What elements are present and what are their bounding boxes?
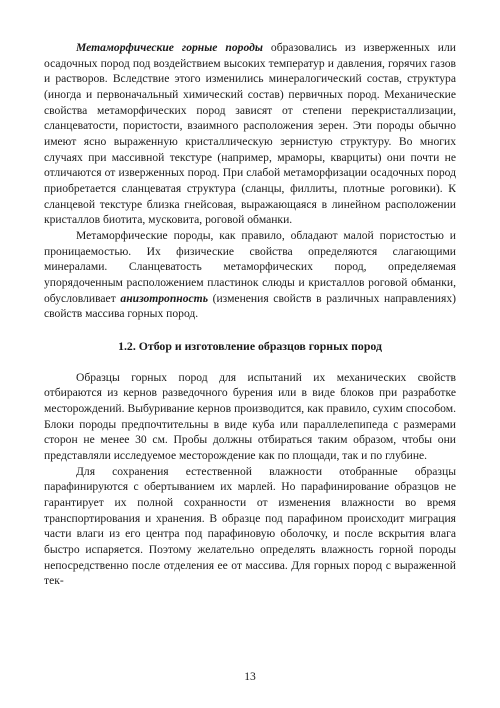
- paragraph-metamorphic-rocks: [44, 40, 456, 228]
- page-number: 13: [244, 670, 256, 683]
- paragraph-metamorphic-properties: [44, 228, 456, 322]
- term-anisotropy: анизотропность: [120, 291, 208, 305]
- paragraph-text-before: Метаморфические породы, как правило, обладают малой пористостью и проницаемостью. Их физические свойства определяются слагающими минералами. Сланцеватость метаморфических пород, определяемая упорядоченным расположением пластинок слюды и кристаллов роговой обманки, обусловливает: [44, 228, 456, 305]
- paragraph-text: образовались из изверженных или осадочных пород под воздействием высоких температур и давления, горячих газов и растворов. Вследствие этого изменились минералогический состав, структура (иногда и первоначальный химический состав) первичных пород. Механические свойства метаморфических пород зависят от степени перекристаллизации, сланцеватости, пористости, взаимного расположения зерен. Эти породы обычно имеют ясно выраженную кристаллическую зернистую структуру. Во многих случаях при массивной текстуре (например, мраморы, кварциты) они почти не отличаются от изверженных пород. При слабой метаморфизации осадочных пород приобретается сланцеватая структура (сланцы, филлиты, плотные роговики). К сланцевой текстуре близка гнейсовая, выражающаяся в линейном расположении кристаллов биотита, мусковита, роговой обманки.: [44, 41, 456, 227]
- term-metamorphic-rocks: Метаморфические горные породы: [76, 41, 263, 54]
- paragraph-sampling: Образцы горных пород для испытаний их механических свойств отбираются из кернов разведочного бурения или в виде блоков при разработке месторождений. Выбуривание кернов производится, как правило, сухим способом. Блоки породы предпочтительны в виде куба или параллелепипеда с размерами сторон не менее 30 см. Пробы должны отбираться таким образом, чтобы они представляли исследуемое месторождение как по площади, так и по глубине.: [44, 370, 456, 463]
- section-heading: 1.2. Отбор и изготовление образцов горных пород: [118, 338, 382, 353]
- paragraph-moisture: Для сохранения естественной влажности отобранные образцы парафинируются с обертыванием их марлей. Но парафинирование образцов не гарантирует их полной сохранности от изменения влажности во время транспортирования и хранения. В образце под парафином происходит миграция части влаги из его центра под парафиновую оболочку, и после вскрытия влага быстро испаряется. Поэтому желательно определять влажность горной породы непосредственно после отделения ее от массива. Для горных пород с выраженной тек-: [44, 464, 456, 588]
- paragraph-text-after: (изменения свойств в различных направлениях) свойств массива горных пород.: [44, 291, 456, 321]
